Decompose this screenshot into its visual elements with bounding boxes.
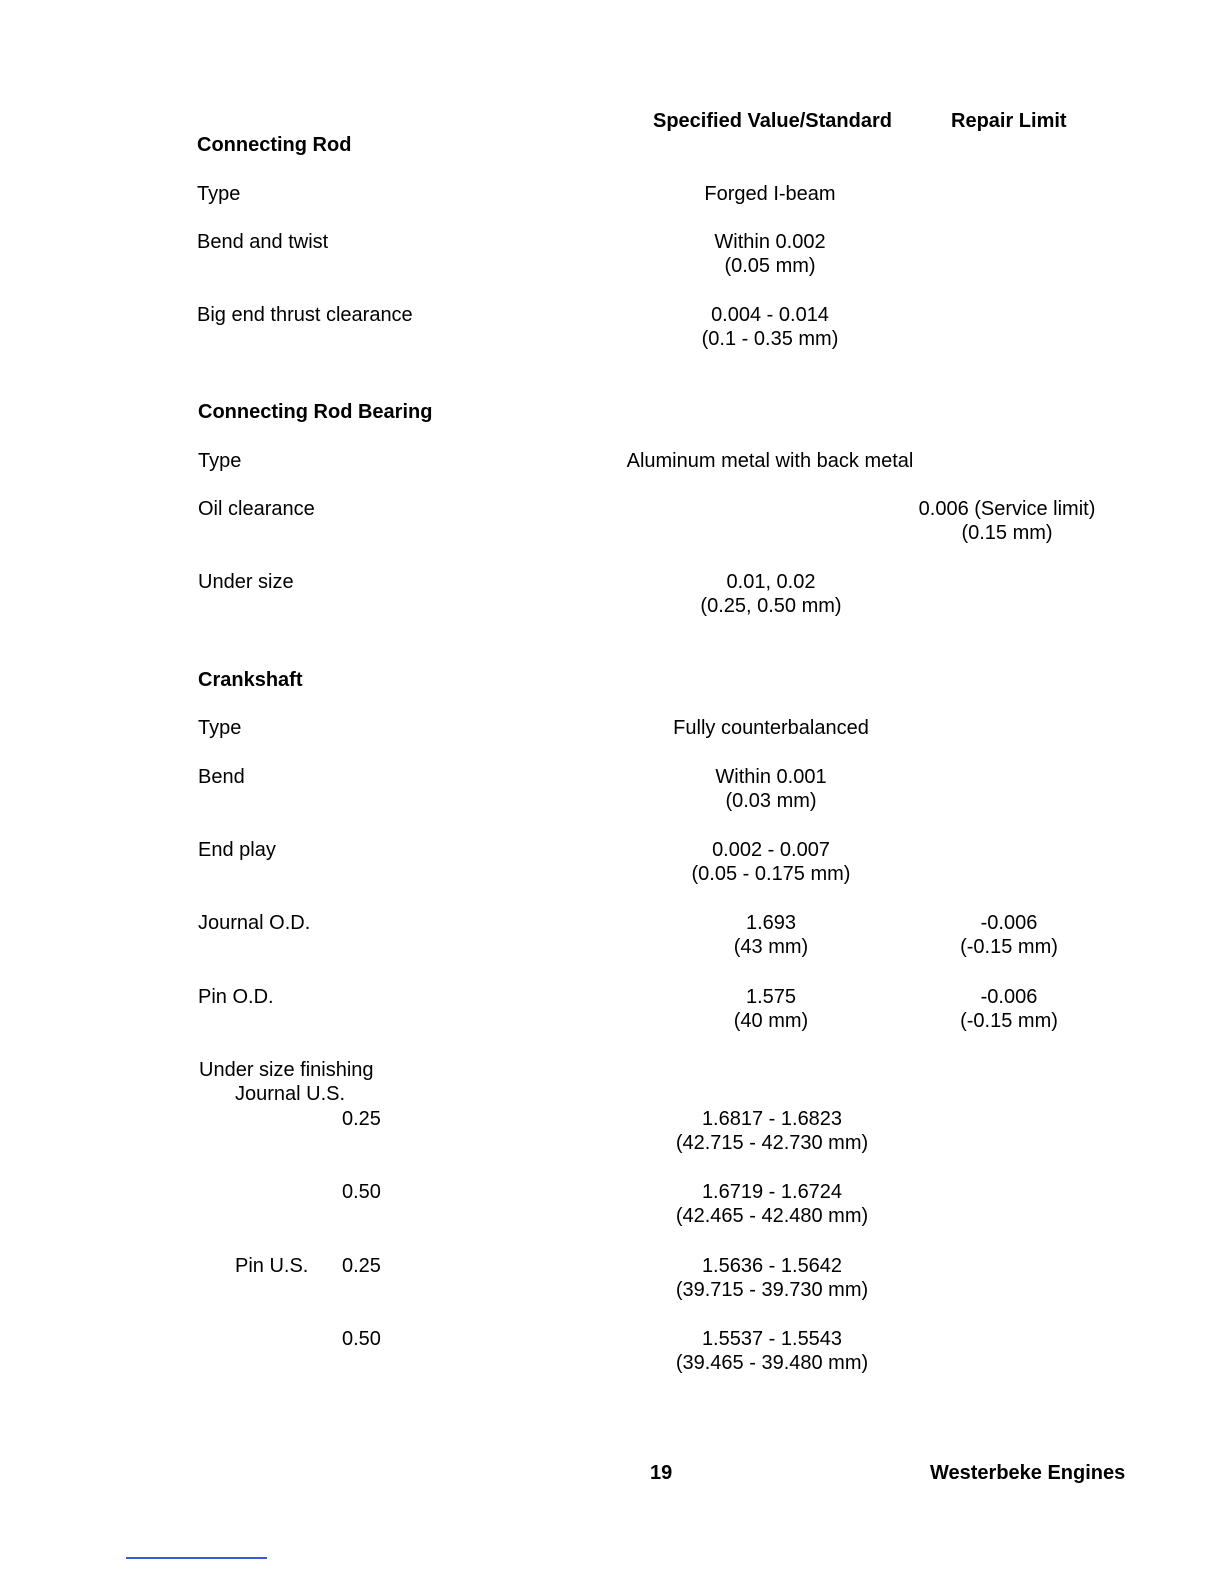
- row-label-under-size: Under size: [198, 571, 294, 593]
- value-rod-type: Forged I-beam: [704, 183, 836, 205]
- row-label-pin-us: Pin U.S.: [235, 1255, 309, 1277]
- value-bend-twist-mm: (0.05 mm): [724, 255, 816, 277]
- value-thrust-clearance-mm: (0.1 - 0.35 mm): [701, 328, 839, 350]
- size-pin-025: 0.25: [342, 1255, 381, 1277]
- value-pin-od-mm: (40 mm): [733, 1010, 809, 1032]
- row-label-bearing-type: Type: [198, 450, 242, 472]
- limit-pin-od-in: -0.006: [980, 986, 1038, 1008]
- row-label-journal-od: Journal O.D.: [198, 912, 311, 934]
- value-pin-050-mm: (39.465 - 39.480 mm): [675, 1352, 869, 1374]
- row-label-oil-clearance: Oil clearance: [198, 498, 315, 520]
- value-crank-type: Fully counterbalanced: [673, 717, 869, 739]
- row-label-end-play: End play: [198, 839, 276, 861]
- size-pin-050: 0.50: [342, 1328, 381, 1350]
- footer-rule: [126, 1557, 267, 1559]
- value-pin-025-mm: (39.715 - 39.730 mm): [675, 1279, 869, 1301]
- limit-oil-clearance-in: 0.006 (Service limit): [918, 498, 1096, 520]
- limit-pin-od-mm: (-0.15 mm): [960, 1010, 1058, 1032]
- section-title-rod-bearing: Connecting Rod Bearing: [198, 401, 433, 423]
- value-thrust-clearance-in: 0.004 - 0.014: [711, 304, 829, 326]
- limit-journal-od-in: -0.006: [980, 912, 1038, 934]
- value-crank-bend-mm: (0.03 mm): [725, 790, 817, 812]
- row-label-rod-type: Type: [197, 183, 241, 205]
- value-pin-050-in: 1.5537 - 1.5543: [701, 1328, 843, 1350]
- row-label-under-size-finishing: Under size finishing: [199, 1059, 374, 1081]
- row-label-pin-od: Pin O.D.: [198, 986, 274, 1008]
- footer-brand: Westerbeke Engines: [930, 1462, 1126, 1484]
- value-pin-od-in: 1.575: [745, 986, 797, 1008]
- row-label-thrust-clearance: Big end thrust clearance: [197, 304, 413, 326]
- limit-oil-clearance-mm: (0.15 mm): [961, 522, 1053, 544]
- value-under-size-in: 0.01, 0.02: [726, 571, 816, 593]
- value-journal-od-in: 1.693: [745, 912, 797, 934]
- value-bearing-type: Aluminum metal with back metal: [626, 450, 914, 472]
- value-journal-050-mm: (42.465 - 42.480 mm): [675, 1205, 869, 1227]
- size-journal-025: 0.25: [342, 1108, 381, 1130]
- section-title-connecting-rod: Connecting Rod: [197, 134, 352, 156]
- repair-limit-column-header: Repair Limit: [951, 110, 1067, 132]
- value-bend-twist-in: Within 0.002: [714, 231, 826, 253]
- value-under-size-mm: (0.25, 0.50 mm): [700, 595, 842, 617]
- value-journal-050-in: 1.6719 - 1.6724: [701, 1181, 843, 1203]
- spec-column-header: Specified Value/Standard: [653, 110, 892, 132]
- value-journal-025-in: 1.6817 - 1.6823: [701, 1108, 843, 1130]
- section-title-crankshaft: Crankshaft: [198, 669, 303, 691]
- size-journal-050: 0.50: [342, 1181, 381, 1203]
- page-number: 19: [650, 1462, 673, 1484]
- value-journal-od-mm: (43 mm): [733, 936, 809, 958]
- value-crank-bend-in: Within 0.001: [715, 766, 827, 788]
- row-label-crank-bend: Bend: [198, 766, 245, 788]
- row-label-crank-type: Type: [198, 717, 242, 739]
- value-end-play-in: 0.002 - 0.007: [712, 839, 830, 861]
- value-pin-025-in: 1.5636 - 1.5642: [701, 1255, 843, 1277]
- value-journal-025-mm: (42.715 - 42.730 mm): [675, 1132, 869, 1154]
- limit-journal-od-mm: (-0.15 mm): [960, 936, 1058, 958]
- row-label-journal-us: Journal U.S.: [235, 1083, 346, 1105]
- row-label-bend-twist: Bend and twist: [197, 231, 329, 253]
- value-end-play-mm: (0.05 - 0.175 mm): [691, 863, 851, 885]
